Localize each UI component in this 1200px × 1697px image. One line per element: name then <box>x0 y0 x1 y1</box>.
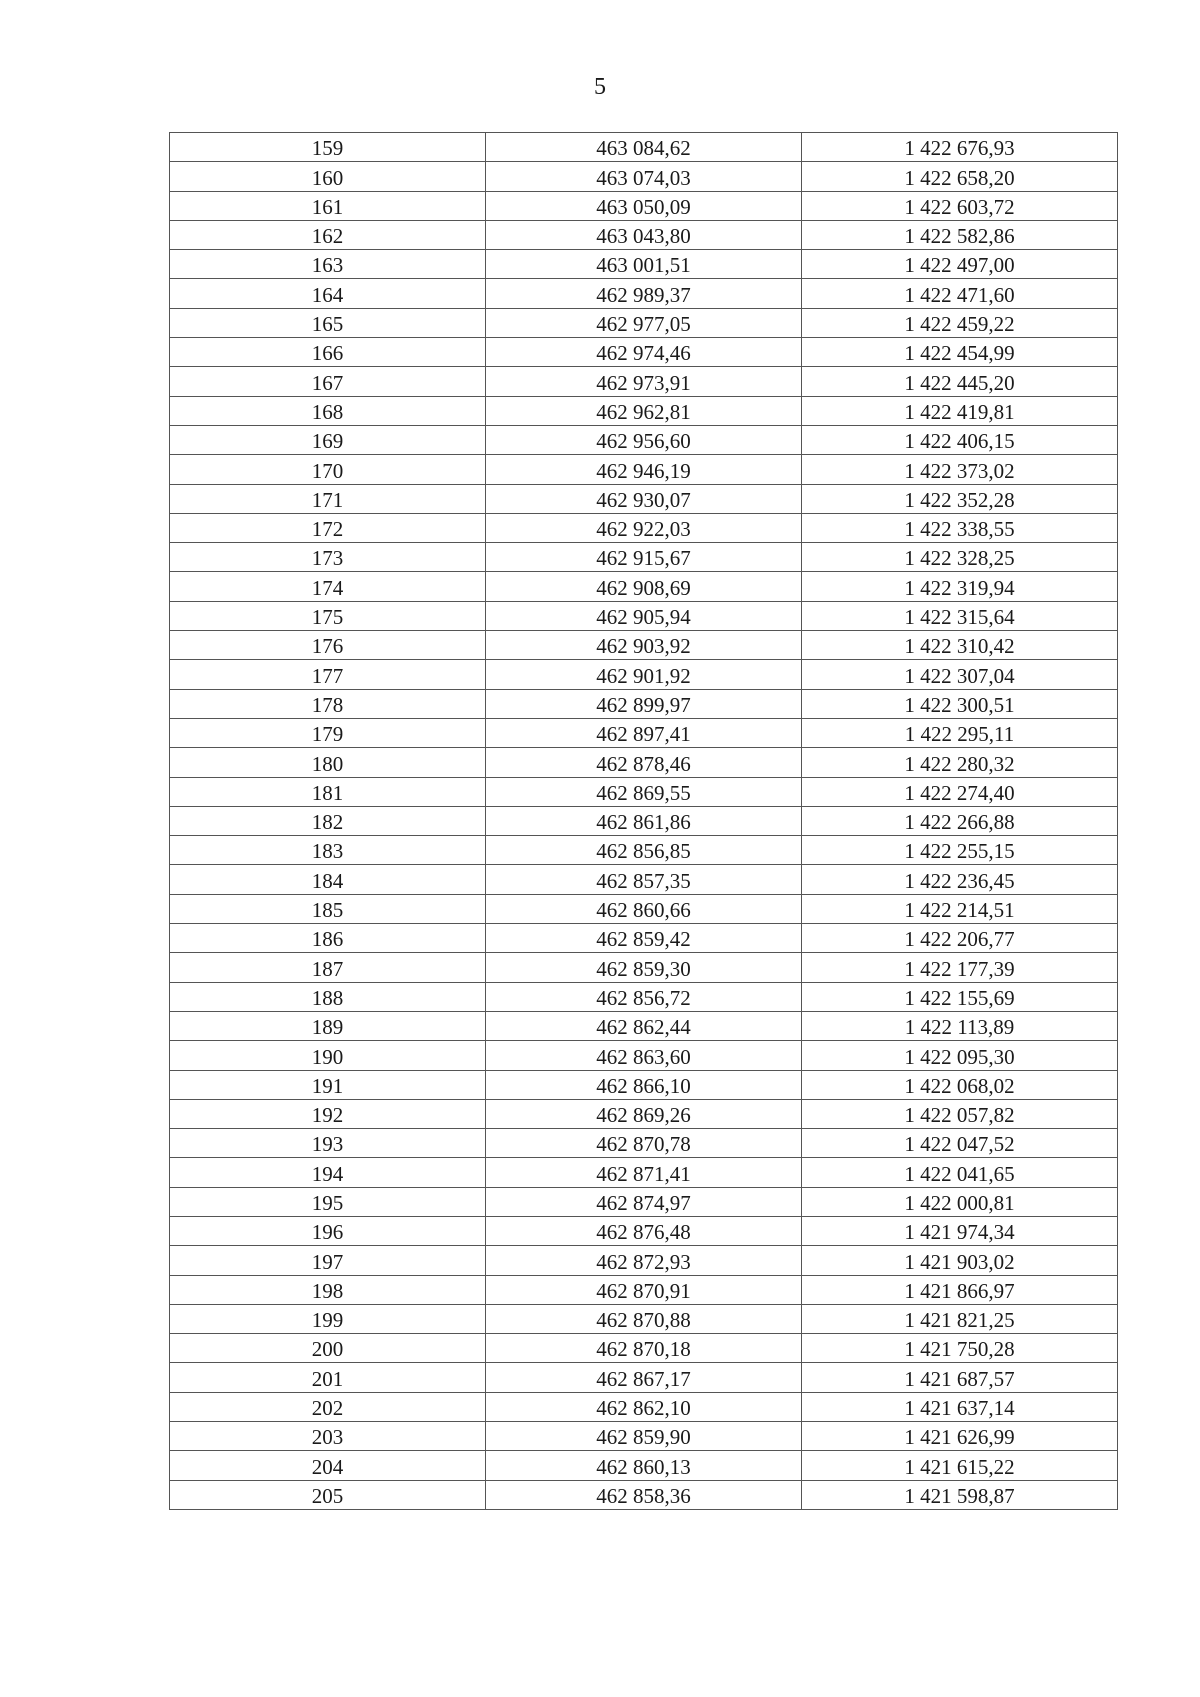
table-row <box>170 1304 1118 1333</box>
x-coordinate-cell: 462 973,91 <box>486 367 802 396</box>
table-row <box>170 455 1118 484</box>
x-coordinate-cell: 462 860,66 <box>486 894 802 923</box>
x-coordinate-cell: 462 876,48 <box>486 1216 802 1245</box>
table-row <box>170 953 1118 982</box>
y-coordinate-cell: 1 422 266,88 <box>802 806 1118 835</box>
y-coordinate-cell: 1 422 406,15 <box>802 425 1118 454</box>
y-coordinate-cell: 1 422 057,82 <box>802 1099 1118 1128</box>
point-number-cell: 193 <box>170 1129 486 1158</box>
x-coordinate-cell: 462 858,36 <box>486 1480 802 1509</box>
table-row <box>170 396 1118 425</box>
y-coordinate-cell: 1 422 155,69 <box>802 982 1118 1011</box>
x-coordinate-cell: 462 874,97 <box>486 1187 802 1216</box>
point-number-cell: 200 <box>170 1334 486 1363</box>
point-number-cell: 179 <box>170 718 486 747</box>
point-number-cell: 167 <box>170 367 486 396</box>
table-row <box>170 601 1118 630</box>
table-row <box>170 367 1118 396</box>
y-coordinate-cell: 1 422 214,51 <box>802 894 1118 923</box>
table-row <box>170 133 1118 162</box>
point-number-cell: 171 <box>170 484 486 513</box>
y-coordinate-cell: 1 422 113,89 <box>802 1011 1118 1040</box>
x-coordinate-cell: 462 901,92 <box>486 660 802 689</box>
y-coordinate-cell: 1 422 603,72 <box>802 191 1118 220</box>
table-row <box>170 1422 1118 1451</box>
coordinates-table-body <box>170 133 1118 1510</box>
table-row <box>170 1392 1118 1421</box>
table-row <box>170 1216 1118 1245</box>
x-coordinate-cell: 462 930,07 <box>486 484 802 513</box>
x-coordinate-cell: 463 084,62 <box>486 133 802 162</box>
x-coordinate-cell: 462 859,90 <box>486 1422 802 1451</box>
table-row <box>170 660 1118 689</box>
table-row <box>170 1158 1118 1187</box>
point-number-cell: 190 <box>170 1041 486 1070</box>
table-row <box>170 1246 1118 1275</box>
table-row <box>170 162 1118 191</box>
x-coordinate-cell: 462 861,86 <box>486 806 802 835</box>
x-coordinate-cell: 462 857,35 <box>486 865 802 894</box>
table-row <box>170 1129 1118 1158</box>
x-coordinate-cell: 462 856,72 <box>486 982 802 1011</box>
point-number-cell: 192 <box>170 1099 486 1128</box>
table-row <box>170 1275 1118 1304</box>
table-row <box>170 543 1118 572</box>
point-number-cell: 162 <box>170 220 486 249</box>
point-number-cell: 175 <box>170 601 486 630</box>
y-coordinate-cell: 1 422 295,11 <box>802 718 1118 747</box>
point-number-cell: 191 <box>170 1070 486 1099</box>
x-coordinate-cell: 462 867,17 <box>486 1363 802 1392</box>
y-coordinate-cell: 1 422 338,55 <box>802 513 1118 542</box>
table-row <box>170 338 1118 367</box>
point-number-cell: 161 <box>170 191 486 220</box>
x-coordinate-cell: 462 899,97 <box>486 689 802 718</box>
point-number-cell: 199 <box>170 1304 486 1333</box>
y-coordinate-cell: 1 422 582,86 <box>802 220 1118 249</box>
table-row <box>170 425 1118 454</box>
y-coordinate-cell: 1 422 459,22 <box>802 308 1118 337</box>
y-coordinate-cell: 1 422 676,93 <box>802 133 1118 162</box>
table-row <box>170 718 1118 747</box>
point-number-cell: 183 <box>170 836 486 865</box>
point-number-cell: 197 <box>170 1246 486 1275</box>
table-row <box>170 484 1118 513</box>
table-row <box>170 572 1118 601</box>
y-coordinate-cell: 1 422 328,25 <box>802 543 1118 572</box>
y-coordinate-cell: 1 422 352,28 <box>802 484 1118 513</box>
x-coordinate-cell: 462 869,26 <box>486 1099 802 1128</box>
table-row <box>170 279 1118 308</box>
table-row <box>170 689 1118 718</box>
y-coordinate-cell: 1 422 307,04 <box>802 660 1118 689</box>
point-number-cell: 184 <box>170 865 486 894</box>
point-number-cell: 196 <box>170 1216 486 1245</box>
table-row <box>170 777 1118 806</box>
point-number-cell: 204 <box>170 1451 486 1480</box>
point-number-cell: 189 <box>170 1011 486 1040</box>
y-coordinate-cell: 1 421 637,14 <box>802 1392 1118 1421</box>
point-number-cell: 178 <box>170 689 486 718</box>
x-coordinate-cell: 462 860,13 <box>486 1451 802 1480</box>
x-coordinate-cell: 462 903,92 <box>486 631 802 660</box>
point-number-cell: 198 <box>170 1275 486 1304</box>
point-number-cell: 187 <box>170 953 486 982</box>
point-number-cell: 166 <box>170 338 486 367</box>
table-row <box>170 748 1118 777</box>
point-number-cell: 188 <box>170 982 486 1011</box>
x-coordinate-cell: 462 956,60 <box>486 425 802 454</box>
x-coordinate-cell: 462 989,37 <box>486 279 802 308</box>
x-coordinate-cell: 462 859,42 <box>486 924 802 953</box>
table-row <box>170 1334 1118 1363</box>
y-coordinate-cell: 1 421 687,57 <box>802 1363 1118 1392</box>
y-coordinate-cell: 1 421 598,87 <box>802 1480 1118 1509</box>
y-coordinate-cell: 1 422 068,02 <box>802 1070 1118 1099</box>
point-number-cell: 182 <box>170 806 486 835</box>
y-coordinate-cell: 1 422 319,94 <box>802 572 1118 601</box>
y-coordinate-cell: 1 421 903,02 <box>802 1246 1118 1275</box>
y-coordinate-cell: 1 422 373,02 <box>802 455 1118 484</box>
x-coordinate-cell: 462 977,05 <box>486 308 802 337</box>
point-number-cell: 176 <box>170 631 486 660</box>
y-coordinate-cell: 1 421 866,97 <box>802 1275 1118 1304</box>
table-row <box>170 865 1118 894</box>
table-row <box>170 250 1118 279</box>
y-coordinate-cell: 1 422 445,20 <box>802 367 1118 396</box>
point-number-cell: 180 <box>170 748 486 777</box>
point-number-cell: 172 <box>170 513 486 542</box>
y-coordinate-cell: 1 422 041,65 <box>802 1158 1118 1187</box>
point-number-cell: 185 <box>170 894 486 923</box>
y-coordinate-cell: 1 422 280,32 <box>802 748 1118 777</box>
point-number-cell: 170 <box>170 455 486 484</box>
x-coordinate-cell: 462 870,88 <box>486 1304 802 1333</box>
x-coordinate-cell: 462 922,03 <box>486 513 802 542</box>
y-coordinate-cell: 1 422 000,81 <box>802 1187 1118 1216</box>
point-number-cell: 163 <box>170 250 486 279</box>
table-row <box>170 982 1118 1011</box>
x-coordinate-cell: 462 878,46 <box>486 748 802 777</box>
x-coordinate-cell: 462 869,55 <box>486 777 802 806</box>
x-coordinate-cell: 463 050,09 <box>486 191 802 220</box>
x-coordinate-cell: 462 866,10 <box>486 1070 802 1099</box>
table-row <box>170 631 1118 660</box>
table-row <box>170 924 1118 953</box>
point-number-cell: 173 <box>170 543 486 572</box>
coordinates-table <box>169 132 1118 1510</box>
y-coordinate-cell: 1 422 300,51 <box>802 689 1118 718</box>
point-number-cell: 205 <box>170 1480 486 1509</box>
y-coordinate-cell: 1 422 454,99 <box>802 338 1118 367</box>
y-coordinate-cell: 1 422 177,39 <box>802 953 1118 982</box>
y-coordinate-cell: 1 422 206,77 <box>802 924 1118 953</box>
x-coordinate-cell: 462 962,81 <box>486 396 802 425</box>
point-number-cell: 165 <box>170 308 486 337</box>
table-row <box>170 894 1118 923</box>
x-coordinate-cell: 462 862,44 <box>486 1011 802 1040</box>
y-coordinate-cell: 1 422 658,20 <box>802 162 1118 191</box>
point-number-cell: 174 <box>170 572 486 601</box>
y-coordinate-cell: 1 422 047,52 <box>802 1129 1118 1158</box>
x-coordinate-cell: 462 871,41 <box>486 1158 802 1187</box>
x-coordinate-cell: 462 856,85 <box>486 836 802 865</box>
point-number-cell: 201 <box>170 1363 486 1392</box>
table-row <box>170 308 1118 337</box>
y-coordinate-cell: 1 421 974,34 <box>802 1216 1118 1245</box>
y-coordinate-cell: 1 422 471,60 <box>802 279 1118 308</box>
x-coordinate-cell: 462 870,18 <box>486 1334 802 1363</box>
y-coordinate-cell: 1 422 310,42 <box>802 631 1118 660</box>
x-coordinate-cell: 462 946,19 <box>486 455 802 484</box>
table-row <box>170 1070 1118 1099</box>
table-row <box>170 1041 1118 1070</box>
point-number-cell: 181 <box>170 777 486 806</box>
table-row <box>170 220 1118 249</box>
y-coordinate-cell: 1 422 274,40 <box>802 777 1118 806</box>
x-coordinate-cell: 462 872,93 <box>486 1246 802 1275</box>
point-number-cell: 177 <box>170 660 486 689</box>
x-coordinate-cell: 462 862,10 <box>486 1392 802 1421</box>
point-number-cell: 164 <box>170 279 486 308</box>
point-number-cell: 160 <box>170 162 486 191</box>
y-coordinate-cell: 1 422 255,15 <box>802 836 1118 865</box>
table-row <box>170 1187 1118 1216</box>
y-coordinate-cell: 1 422 315,64 <box>802 601 1118 630</box>
x-coordinate-cell: 462 915,67 <box>486 543 802 572</box>
point-number-cell: 159 <box>170 133 486 162</box>
x-coordinate-cell: 462 908,69 <box>486 572 802 601</box>
y-coordinate-cell: 1 421 615,22 <box>802 1451 1118 1480</box>
table-row <box>170 191 1118 220</box>
table-row <box>170 1363 1118 1392</box>
y-coordinate-cell: 1 421 626,99 <box>802 1422 1118 1451</box>
x-coordinate-cell: 463 043,80 <box>486 220 802 249</box>
point-number-cell: 195 <box>170 1187 486 1216</box>
x-coordinate-cell: 462 859,30 <box>486 953 802 982</box>
table-row <box>170 1451 1118 1480</box>
y-coordinate-cell: 1 422 095,30 <box>802 1041 1118 1070</box>
x-coordinate-cell: 462 863,60 <box>486 1041 802 1070</box>
y-coordinate-cell: 1 421 750,28 <box>802 1334 1118 1363</box>
y-coordinate-cell: 1 422 236,45 <box>802 865 1118 894</box>
x-coordinate-cell: 463 001,51 <box>486 250 802 279</box>
point-number-cell: 194 <box>170 1158 486 1187</box>
table-row <box>170 513 1118 542</box>
point-number-cell: 202 <box>170 1392 486 1421</box>
table-row <box>170 1011 1118 1040</box>
x-coordinate-cell: 462 870,78 <box>486 1129 802 1158</box>
point-number-cell: 169 <box>170 425 486 454</box>
table-row <box>170 1099 1118 1128</box>
x-coordinate-cell: 462 897,41 <box>486 718 802 747</box>
x-coordinate-cell: 462 905,94 <box>486 601 802 630</box>
point-number-cell: 203 <box>170 1422 486 1451</box>
point-number-cell: 186 <box>170 924 486 953</box>
y-coordinate-cell: 1 421 821,25 <box>802 1304 1118 1333</box>
y-coordinate-cell: 1 422 419,81 <box>802 396 1118 425</box>
x-coordinate-cell: 462 870,91 <box>486 1275 802 1304</box>
table-row <box>170 836 1118 865</box>
point-number-cell: 168 <box>170 396 486 425</box>
y-coordinate-cell: 1 422 497,00 <box>802 250 1118 279</box>
x-coordinate-cell: 463 074,03 <box>486 162 802 191</box>
x-coordinate-cell: 462 974,46 <box>486 338 802 367</box>
table-row <box>170 1480 1118 1509</box>
page-number: 5 <box>594 74 606 100</box>
table-row <box>170 806 1118 835</box>
